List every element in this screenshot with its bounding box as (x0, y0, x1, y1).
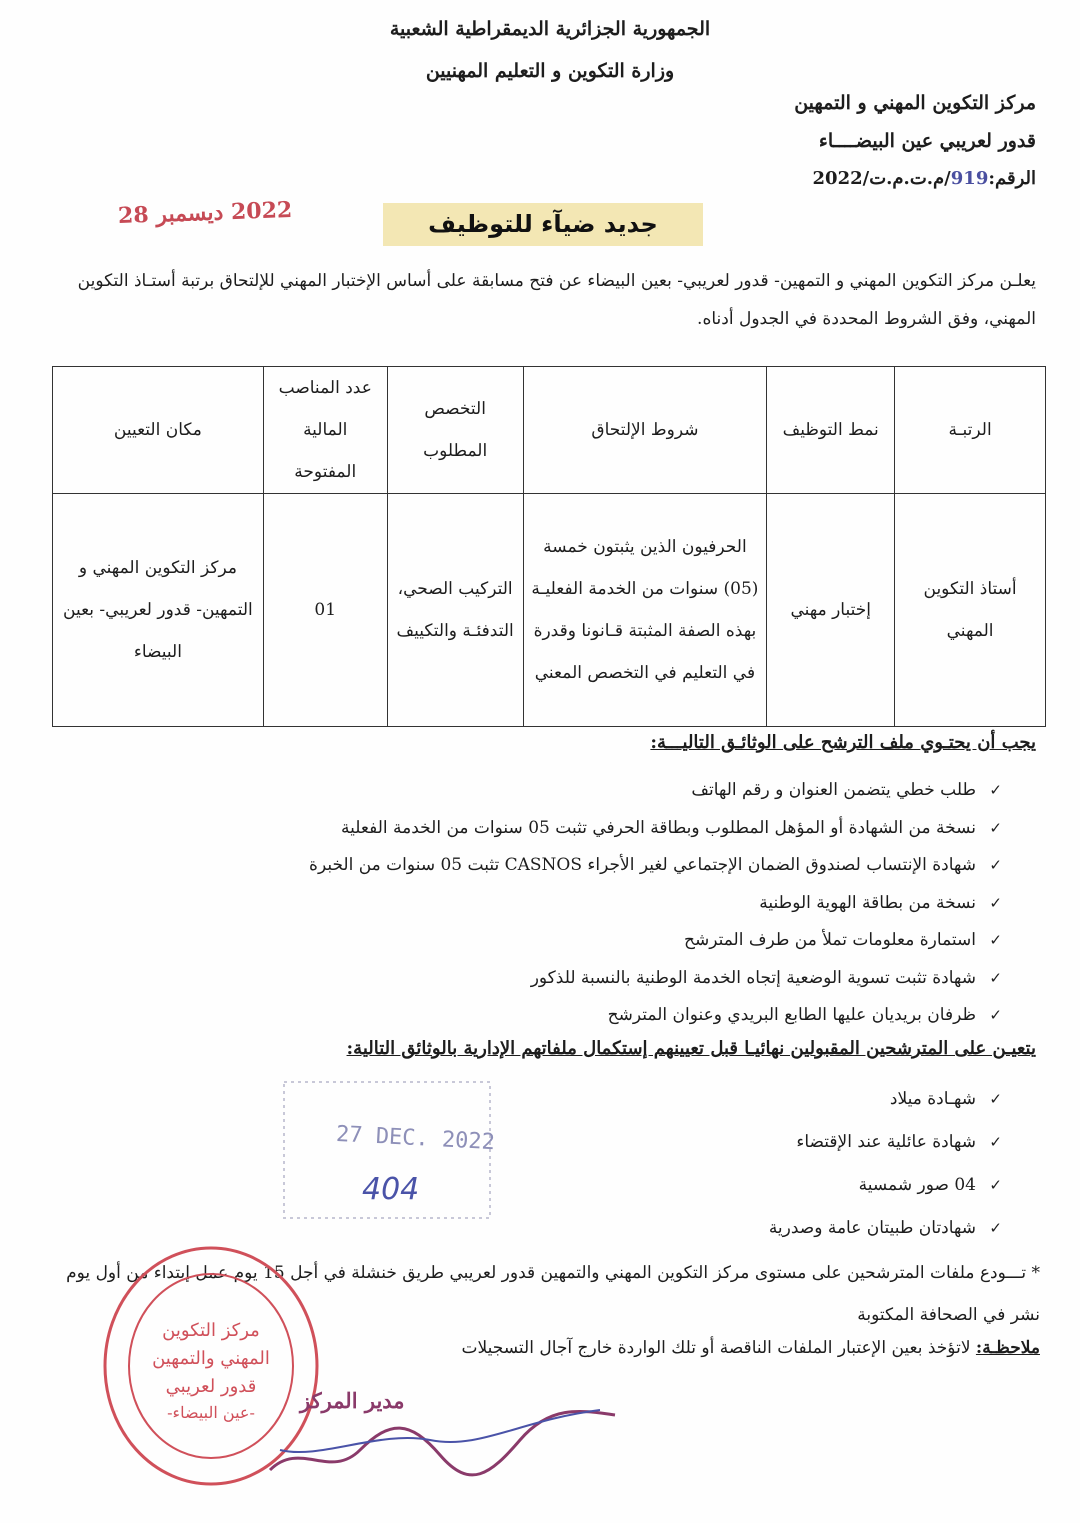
check-icon: ✓ (989, 781, 1002, 799)
list-item (769, 1164, 1002, 1207)
cell-location: مركز التكوين المهني و التمهين- قدور لعريبي- بعين البيضاء (53, 494, 264, 727)
check-icon: ✓ (989, 893, 1002, 912)
cell-conditions: الحرفيون الذين يثبتون خمسة (05) سنوات من الخدمة الفعليـة بهذه الصفة المثبتة قـانونا وقدرة في التعليم في التخصص المعني (523, 494, 767, 727)
table-row (53, 494, 1046, 727)
col-header-specialty: التخصص المطلوب (387, 367, 523, 494)
final-document-text: 04 صور شمسية (858, 1175, 976, 1195)
positions-table (52, 366, 1046, 727)
ref-label: الرقم: (988, 168, 1036, 189)
director-signature (260, 1380, 620, 1490)
cell-recruitment-mode: إختبار مهني (767, 494, 895, 727)
check-icon: ✓ (989, 818, 1002, 837)
check-icon: ✓ (989, 1133, 1002, 1151)
final-document-text: شهادتان طبيتان عامة وصدرية (768, 1218, 976, 1238)
list-item (309, 847, 1002, 885)
ministry-heading: وزارة التكوين و التعليم المهنيين (425, 60, 675, 82)
deposit-instructions: * تـــودع ملفات المترشحين على مستوى مركز التكوين المهني والتمهين قدور لعريبي طريق خنشلة في أجل 15 يوم عمل إبتداء من أول يوم نشر في الصحافة المكتوبة (66, 1263, 1040, 1325)
col-header-positions: عدد المناصب المالية المفتوحة (263, 367, 387, 494)
center-name: مركز التكوين المهني و التمهين (794, 92, 1036, 114)
announcement-intro: يعلـن مركز التكوين المهني و التمهين- قدور لعريبي- بعين البيضاء عن فتح مسابقة على أساس الإختبار المهني للإلتحاق برتبة أستـاذ التكوين المهني، وفق الشروط المحددة في الجدول أدناه. (77, 271, 1036, 329)
document-item-text: نسخة من الشهادة أو المؤهل المطلوب وبطاقة الحرفي تثبت 05 سنوات من الخدمة الفعلية (341, 817, 976, 838)
document-item-text: ظرفان بريديان عليها الطابع البريدي وعنوان المترشح (607, 1005, 976, 1025)
cell-rank: أستاذ التكوين المهني (895, 494, 1046, 727)
check-icon: ✓ (989, 1006, 1002, 1024)
document-item-text: نسخة من بطاقة الهوية الوطنية (759, 892, 976, 913)
check-icon: ✓ (989, 931, 1002, 949)
list-item (309, 885, 1002, 923)
registration-stamp-date: 27 DEC. 2022 (335, 1121, 496, 1156)
col-header-conditions: شروط الإلتحاق (523, 367, 767, 494)
final-document-text: شهـادة ميلاد (889, 1089, 976, 1109)
required-documents-list (309, 772, 1002, 1035)
document-item-text: استمارة معلومات تملأ من طرف المترشح (684, 930, 976, 950)
check-icon: ✓ (989, 1219, 1002, 1237)
col-header-rank: الرتبـة (895, 367, 1046, 494)
note-label: ملاحظـة: (975, 1338, 1040, 1358)
list-item (769, 1078, 1002, 1121)
center-location: قدور لعريبي عين البيضــــاء (818, 130, 1036, 152)
recruitment-banner: جديد ضيآء للتوظيف (383, 203, 703, 246)
document-item-text: شهادة تثبت تسوية الوضعية إتجاه الخدمة الوطنية بالنسبة للذكور (530, 967, 976, 988)
list-item (309, 960, 1002, 998)
col-header-location: مكان التعيين (53, 367, 264, 494)
check-icon: ✓ (989, 1090, 1002, 1108)
cell-positions: 01 (263, 494, 387, 727)
seal-line-1: مركز التكوين (162, 1320, 260, 1341)
final-documents-title: يتعيـن على المترشحين المقبولين نهائيـا قبل تعيينهم إستكمال ملفاتهم الإدارية بالوثائق التالية: (346, 1038, 1036, 1059)
cell-specialty: التركيب الصحي، التدفئـة والتكييف (387, 494, 523, 727)
check-icon: ✓ (989, 856, 1002, 874)
note-text: لاتؤخذ بعين الإعتبار الملفات الناقصة أو تلك الواردة خارج آجال التسجيلات (461, 1338, 971, 1358)
date-stamp: 2022 ديسمبر 28 (117, 196, 293, 230)
list-item (309, 772, 1002, 810)
director-title: مدير المركز (300, 1388, 405, 1413)
list-item (309, 810, 1002, 848)
republic-heading: الجمهورية الجزائرية الديمقراطية الشعبية (389, 18, 711, 40)
seal-line-3: قدور لعريبي (165, 1376, 257, 1397)
reference-number (813, 168, 1036, 189)
col-header-recruitment-mode: نمط التوظيف (767, 367, 895, 494)
final-documents-list (769, 1078, 1002, 1250)
list-item (769, 1207, 1002, 1250)
document-item-text: شهادة الإنتساب لصندوق الضمان الإجتماعي لغير الأجراء CASNOS تثبت 05 سنوات من الخبرة (309, 855, 976, 875)
ref-number: 919 (950, 168, 989, 189)
note (461, 1338, 1040, 1358)
required-documents-title: يجب أن يحتـوي ملف الترشح على الوثائـق التاليـــة: (650, 732, 1036, 753)
seal-line-4: -عين البيضاء- (167, 1403, 255, 1422)
check-icon: ✓ (989, 1176, 1002, 1194)
table-header-row (53, 367, 1046, 494)
final-document-text: شهادة عائلية عند الإقتضاء (796, 1132, 976, 1152)
ref-suffix: /م.ت.م.ت/2022 (812, 168, 951, 189)
seal-line-2: المهني والتمهين (152, 1348, 270, 1369)
check-icon: ✓ (989, 968, 1002, 987)
list-item (309, 997, 1002, 1035)
list-item (309, 922, 1002, 960)
document-item-text: طلب خطي يتضمن العنوان و رقم الهاتف (691, 780, 976, 800)
list-item (769, 1121, 1002, 1164)
registration-number: 404 (362, 1172, 420, 1207)
